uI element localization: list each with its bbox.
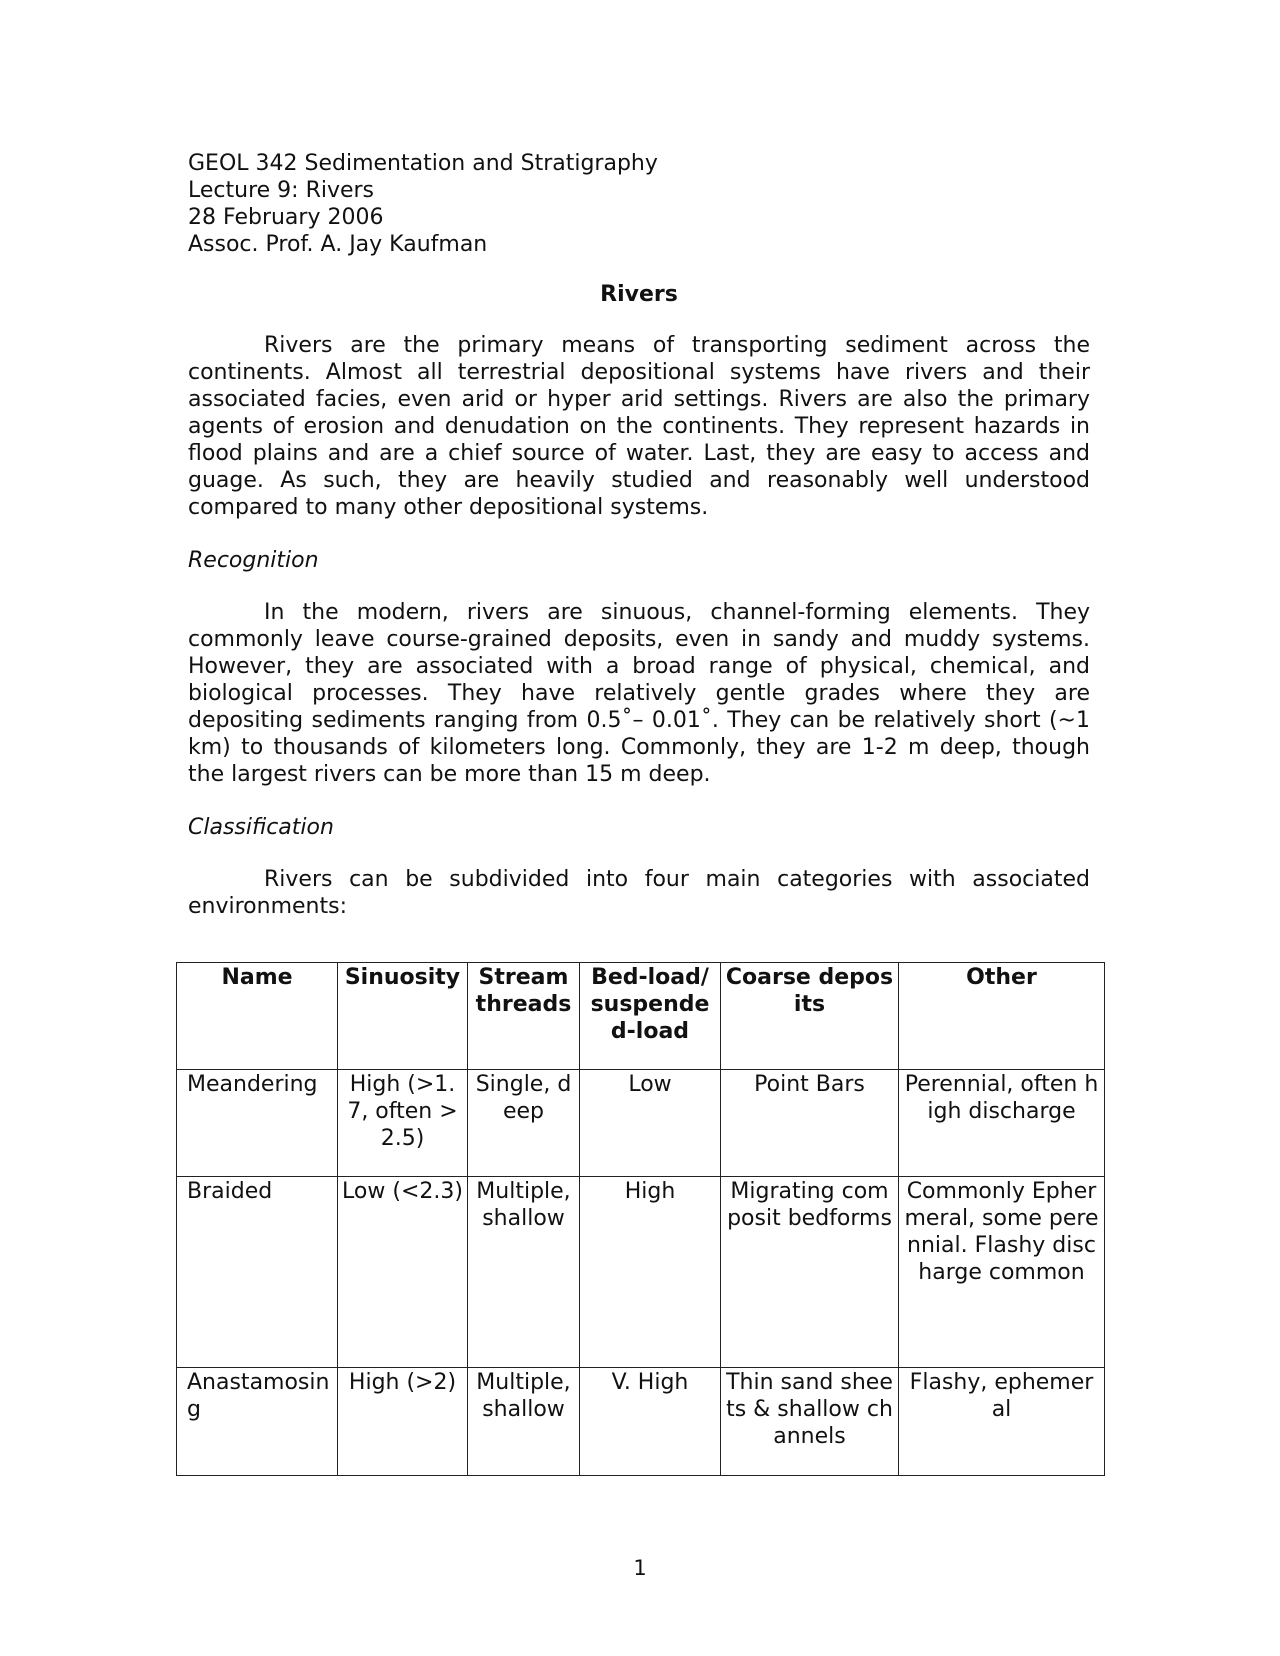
cell-load: High: [580, 1177, 721, 1368]
course-title: GEOL 342 Sedimentation and Stratigraphy: [188, 151, 658, 176]
cell-sinuosity: Low (<2.3): [338, 1177, 468, 1368]
cell-stream-threads: Multiple, shallow: [468, 1368, 580, 1476]
cell-sinuosity: High (>1.7, often >2.5): [338, 1070, 468, 1177]
cell-name: Braided: [177, 1177, 338, 1368]
cell-coarse-deposits: Thin sand sheets & shallow channels: [721, 1368, 899, 1476]
page-number: 1: [633, 1556, 647, 1580]
recognition-heading: Recognition: [188, 548, 319, 573]
header-name: Name: [177, 963, 338, 1070]
cell-sinuosity: High (>2): [338, 1368, 468, 1476]
lecture-date: 28 February 2006: [188, 205, 384, 230]
river-classification-table: [176, 962, 1105, 1476]
classification-paragraph: Rivers can be subdivided into four main categories with associated environments:: [188, 867, 1090, 919]
cell-coarse-deposits: Point Bars: [721, 1070, 899, 1177]
document-header: [188, 150, 1090, 258]
header-stream-threads: Stream threads: [468, 963, 580, 1070]
table-row: [177, 1368, 1105, 1476]
cell-load: Low: [580, 1070, 721, 1177]
table-header-row: [177, 963, 1105, 1070]
document-page: [188, 150, 1090, 920]
intro-paragraph: Rivers are the primary means of transporting sediment across the continents. Almost all terrestrial depositional systems have rivers and their associated facies, even arid or hyper arid settings. Rivers are also the primary agents of erosion and denudation on the continents. They represent hazards in flood plains and are a chief source of water. Last, they are easy to access and guage. As such, they are heavily studied and reasonably well understood compared to many other depositional systems.: [188, 333, 1090, 520]
recognition-paragraph: In the modern, rivers are sinuous, channel-forming elements. They commonly leave course-grained deposits, even in sandy and muddy systems. However, they are associated with a broad range of physical, chemical, and biological processes. They have relatively gentle grades where they are depositing sediments ranging from 0.5˚– 0.01˚. They can be relatively short (~1 km) to thousands of kilometers long. Commonly, they are 1-2 m deep, though the largest rivers can be more than 15 m deep.: [188, 600, 1090, 787]
header-sinuosity: Sinuosity: [338, 963, 468, 1070]
table-row: [177, 1070, 1105, 1177]
header-other: Other: [899, 963, 1105, 1070]
cell-load: V. High: [580, 1368, 721, 1476]
cell-other: Perennial, often high discharge: [899, 1070, 1105, 1177]
cell-name: Anastamosing: [177, 1368, 338, 1476]
cell-name: Meandering: [177, 1070, 338, 1177]
classification-heading: Classification: [188, 815, 334, 840]
instructor-name: Assoc. Prof. A. Jay Kaufman: [188, 232, 488, 257]
document-title: Rivers: [600, 282, 678, 307]
cell-coarse-deposits: Migrating composit bedforms: [721, 1177, 899, 1368]
cell-stream-threads: Single, deep: [468, 1070, 580, 1177]
header-coarse-deposits: Coarse deposits: [721, 963, 899, 1070]
header-load: Bed-load/ suspended-load: [580, 963, 721, 1070]
cell-other: Commonly Ephermeral, some perennial. Flashy discharge common: [899, 1177, 1105, 1368]
cell-stream-threads: Multiple, shallow: [468, 1177, 580, 1368]
lecture-title: Lecture 9: Rivers: [188, 178, 375, 203]
table-row: [177, 1177, 1105, 1368]
cell-other: Flashy, ephemeral: [899, 1368, 1105, 1476]
